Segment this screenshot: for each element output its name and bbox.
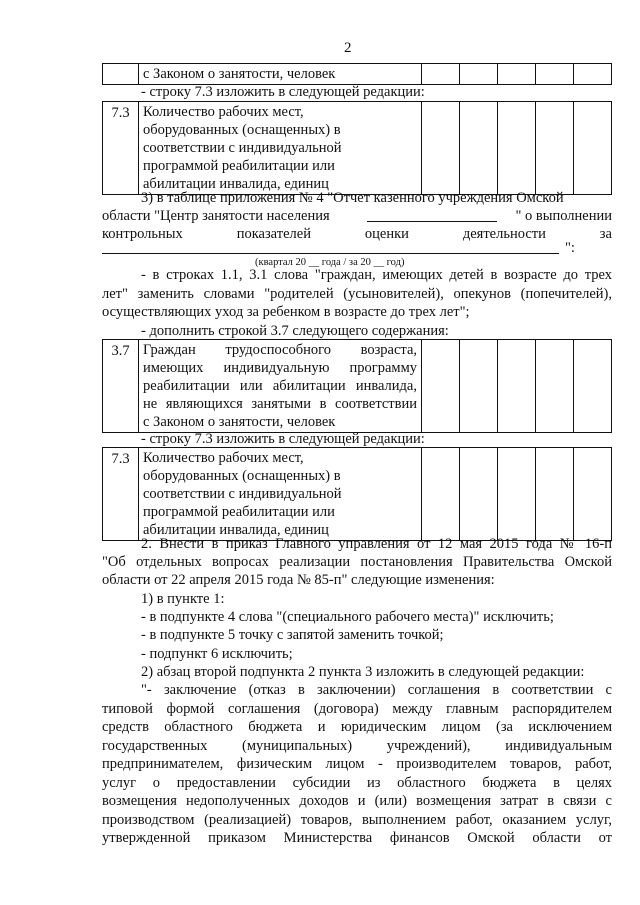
table-row-3-7 <box>102 339 612 433</box>
paragraph: - строку 7.3 изложить в следующей редакции: <box>141 431 425 447</box>
row-text: Граждан трудоспособного возраста, имеющих индивидуальную программу реабилитации или абилитации инвалида, не являющихся занятыми в соответствии с Законом о занятости, человек <box>139 340 422 433</box>
paragraph: 3) в таблице приложения № 4 "Отчет казенного учреждения Омской <box>141 190 564 206</box>
table-cell: с Законом о занятости, человек <box>139 64 422 85</box>
paragraph: контрольных показателей оценки деятельности за <box>102 226 612 242</box>
table-cell <box>103 64 139 85</box>
paragraph: осуществляющих уход за ребенком в возрасте до трех лет"; <box>102 304 470 320</box>
paragraph: производством (реализацией) товаров, выполнением работ, оказанием услуг, <box>102 812 612 828</box>
table-fragment-top <box>102 63 612 85</box>
paragraph: 2. Внести в приказ Главного управления от 12 мая 2015 года № 16-п <box>141 536 612 552</box>
list-item: 2) абзац второй подпункта 2 пункта 3 изложить в следующей редакции: <box>141 664 585 680</box>
paragraph: типовой формой соглашения (договора) между главным распорядителем <box>102 701 612 717</box>
paragraph: государственных (муниципальных) учреждений), индивидуальным <box>102 738 612 754</box>
paragraph: средств областного бюджета и юридическим лицом (за исключением <box>102 719 612 735</box>
paragraph: - дополнить строкой 3.7 следующего содержания: <box>141 323 449 339</box>
row-text: Количество рабочих мест, оборудованных (оснащенных) в соответствии с индивидуальной программой реабилитации или абилитации инвалида, единиц <box>139 448 422 541</box>
paragraph: "- заключение (отказ в заключении) соглашения в соответствии с <box>141 682 612 698</box>
row-text: Количество рабочих мест, оборудованных (оснащенных) в соответствии с индивидуальной программой реабилитации или абилитации инвалида, единиц <box>139 102 422 195</box>
list-item: 1) в пункте 1: <box>141 591 225 607</box>
caption: (квартал 20 __ года / за 20 __ год) <box>255 257 405 268</box>
paragraph: лет" заменить словами "родителей (усыновителей), опекунов (попечителей), <box>102 286 612 302</box>
paragraph: утвержденной приказом Министерства финансов Омской области от <box>102 830 612 846</box>
row-number: 3.7 <box>103 340 139 433</box>
table-row-7-3-second <box>102 447 612 541</box>
row-number: 7.3 <box>103 448 139 541</box>
row-number: 7.3 <box>103 102 139 195</box>
paragraph: возмещения недополученных доходов и (или) возмещения затрат в связи с <box>102 793 612 809</box>
paragraph: услуг о предоставлении субсидии из областного бюджета в целях <box>102 775 612 791</box>
list-item: - в подпункте 4 слова "(специального рабочего места)" исключить; <box>141 609 554 625</box>
paragraph: ": <box>565 240 575 256</box>
paragraph: предпринимателем, физическим лицом - производителем товаров, работ, <box>102 756 612 772</box>
page-number: 2 <box>344 40 352 56</box>
paragraph: - строку 7.3 изложить в следующей редакции: <box>141 84 425 100</box>
paragraph: - в строках 1.1, 3.1 слова "граждан, имеющих детей в возрасте до трех <box>141 267 612 283</box>
paragraph: "Об отдельных вопросах реализации постановления Правительства Омской <box>102 554 612 570</box>
paragraph: области "Центр занятости населения " о выполнении <box>102 208 612 224</box>
paragraph: области от 22 апреля 2015 года № 85-п" следующие изменения: <box>102 572 495 588</box>
table-row-7-3 <box>102 101 612 195</box>
list-item: - подпункт 6 исключить; <box>141 646 293 662</box>
list-item: - в подпункте 5 точку с запятой заменить точкой; <box>141 627 444 643</box>
